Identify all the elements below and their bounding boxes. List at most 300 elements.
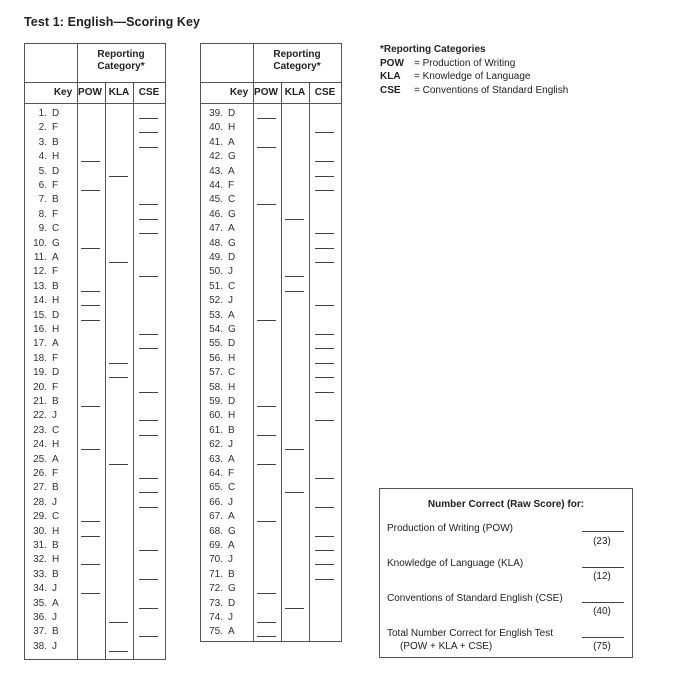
answer-row: [201, 395, 341, 409]
question-number: 68.: [209, 525, 223, 537]
answer-row: [25, 409, 165, 423]
cse-blank[interactable]: [139, 147, 158, 148]
key-column-header: Key: [229, 87, 249, 98]
kla-blank[interactable]: [109, 622, 128, 623]
answer-row: [25, 438, 165, 452]
answer-row: [25, 640, 165, 654]
cse-blank[interactable]: [139, 276, 158, 277]
kla-blank[interactable]: [109, 464, 128, 465]
question-number: 57.: [209, 367, 223, 379]
cse-blank[interactable]: [139, 392, 158, 393]
question-number: 63.: [209, 453, 223, 465]
question-number: 33.: [33, 568, 47, 580]
answer-row: [201, 525, 341, 539]
answer-row: [201, 568, 341, 582]
answer-key: B: [52, 482, 59, 494]
kla-blank[interactable]: [109, 176, 128, 177]
answer-key: H: [228, 122, 236, 134]
legend-abbr: POW: [380, 57, 404, 69]
question-number: 70.: [209, 554, 223, 566]
answer-row: [201, 553, 341, 567]
question-number: 54.: [209, 324, 223, 335]
cse-blank[interactable]: [139, 550, 158, 551]
cse-blank[interactable]: [139, 435, 158, 436]
answer-key: D: [228, 252, 236, 263]
question-number: 44.: [209, 180, 223, 191]
question-number: 27.: [33, 482, 47, 494]
cse-blank[interactable]: [315, 132, 334, 133]
answer-key: H: [52, 439, 60, 451]
question-number: 8.: [38, 208, 47, 220]
answer-key: G: [228, 324, 236, 335]
answer-key: G: [228, 151, 236, 163]
pow-blank[interactable]: [81, 291, 100, 292]
answer-key: G: [52, 237, 60, 249]
kla-blank[interactable]: [285, 449, 304, 450]
pow-blank[interactable]: [257, 147, 276, 148]
answer-key: D: [228, 108, 236, 119]
answer-key: C: [228, 194, 236, 206]
answer-row: [25, 525, 165, 539]
kla-blank[interactable]: [285, 276, 304, 277]
question-number: 61.: [209, 424, 223, 436]
cse-column-header: CSE: [314, 87, 336, 98]
answer-row: [25, 539, 165, 553]
answer-row: [201, 582, 341, 596]
answer-key: F: [52, 352, 59, 364]
answer-row: [201, 280, 341, 294]
answer-row: [201, 323, 341, 337]
cse-blank[interactable]: [139, 204, 158, 205]
answer-row: [25, 237, 165, 251]
answer-key: D: [52, 165, 60, 177]
question-number: 1.: [38, 108, 47, 119]
cse-blank[interactable]: [139, 219, 158, 220]
answer-key: B: [52, 626, 59, 638]
pow-blank[interactable]: [257, 593, 276, 594]
answer-key: D: [52, 367, 60, 379]
answer-key: H: [228, 410, 236, 422]
reporting-category-header: Reporting Category*: [273, 49, 321, 72]
question-number: 53.: [209, 309, 223, 321]
question-number: 25.: [33, 453, 47, 465]
answer-key: J: [228, 612, 233, 623]
question-number: 48.: [209, 237, 223, 249]
answer-key: G: [228, 525, 236, 537]
pow-blank[interactable]: [257, 464, 276, 465]
cse-blank[interactable]: [139, 348, 158, 349]
question-number: 20.: [33, 381, 47, 393]
question-number: 58.: [209, 381, 223, 393]
answer-key: A: [228, 165, 235, 177]
answer-row: [201, 409, 341, 423]
answer-key: A: [52, 453, 59, 465]
answer-row: [201, 294, 341, 308]
cse-blank[interactable]: [315, 579, 334, 580]
question-number: 74.: [209, 612, 223, 623]
question-number: 23.: [33, 424, 47, 436]
cse-blank[interactable]: [139, 420, 158, 421]
question-number: 10.: [33, 237, 47, 249]
cse-blank[interactable]: [139, 507, 158, 508]
answer-row: [201, 265, 341, 279]
answer-row: [201, 165, 341, 179]
answer-key: A: [228, 136, 235, 148]
answer-row: [201, 208, 341, 222]
cse-blank[interactable]: [139, 636, 158, 637]
pow-blank[interactable]: [81, 449, 100, 450]
answer-key: C: [228, 482, 236, 494]
answer-row: [25, 582, 165, 596]
question-number: 21.: [33, 396, 47, 407]
answer-key: G: [228, 208, 236, 220]
question-number: 24.: [33, 439, 47, 451]
answer-row: [25, 136, 165, 150]
pow-blank[interactable]: [257, 622, 276, 623]
answer-key: J: [228, 496, 233, 508]
answer-key: F: [52, 180, 59, 191]
kla-blank[interactable]: [109, 262, 128, 263]
pow-blank[interactable]: [81, 521, 100, 522]
pow-blank[interactable]: [257, 320, 276, 321]
column-divider: [253, 44, 254, 82]
answer-row: [25, 481, 165, 495]
question-number: 55.: [209, 338, 223, 350]
answer-row: [201, 424, 341, 438]
question-number: 32.: [33, 554, 47, 566]
answer-key: B: [228, 424, 235, 436]
answer-key: A: [228, 453, 235, 465]
cse-blank[interactable]: [139, 334, 158, 335]
cse-blank[interactable]: [315, 348, 334, 349]
cse-blank[interactable]: [315, 478, 334, 479]
answer-row: [201, 352, 341, 366]
pow-blank[interactable]: [81, 536, 100, 537]
pow-blank[interactable]: [81, 161, 100, 162]
answer-row: [25, 496, 165, 510]
question-number: 43.: [209, 165, 223, 177]
cse-blank[interactable]: [315, 363, 334, 364]
question-number: 26.: [33, 468, 47, 479]
cse-total: (40): [593, 606, 611, 617]
answer-key: A: [52, 338, 59, 350]
question-number: 73.: [209, 597, 223, 609]
question-number: 51.: [209, 280, 223, 292]
pow-score-field[interactable]: [582, 531, 624, 532]
answer-row: [25, 568, 165, 582]
kla-blank[interactable]: [109, 651, 128, 652]
answer-key: B: [52, 194, 59, 206]
reporting-category-header: Reporting Category*: [97, 49, 145, 72]
question-number: 39.: [209, 108, 223, 119]
answer-row: [25, 553, 165, 567]
question-number: 19.: [33, 367, 47, 379]
answer-row: [25, 337, 165, 351]
pow-blank[interactable]: [81, 564, 100, 565]
question-number: 9.: [38, 223, 47, 235]
answer-row: [201, 193, 341, 207]
answer-row: [201, 510, 341, 524]
question-number: 40.: [209, 122, 223, 134]
answer-row: [201, 381, 341, 395]
answer-row: [25, 280, 165, 294]
answer-key: D: [228, 597, 236, 609]
answer-row: [201, 237, 341, 251]
answer-key: A: [52, 597, 59, 609]
answer-key: D: [228, 396, 236, 407]
legend-heading: *Reporting Categories: [380, 44, 486, 55]
question-number: 64.: [209, 468, 223, 479]
question-number: 7.: [38, 194, 47, 206]
total-score-label: Total Number Correct for English Test: [387, 628, 553, 639]
cse-blank[interactable]: [315, 550, 334, 551]
answer-key: H: [52, 295, 60, 307]
pow-blank[interactable]: [257, 204, 276, 205]
answer-row: [201, 136, 341, 150]
answer-row: [201, 611, 341, 625]
answer-key: C: [228, 367, 236, 379]
question-number: 35.: [33, 597, 47, 609]
kla-score-label: Knowledge of Language (KLA): [387, 558, 524, 569]
kla-column-header: KLA: [108, 87, 130, 98]
cse-blank[interactable]: [139, 478, 158, 479]
answer-key: G: [228, 583, 236, 595]
question-number: 22.: [33, 410, 47, 422]
answer-key: H: [52, 525, 60, 537]
cse-blank[interactable]: [315, 392, 334, 393]
cse-blank[interactable]: [315, 190, 334, 191]
answer-row: [201, 366, 341, 380]
cse-blank[interactable]: [315, 262, 334, 263]
answer-row: [201, 496, 341, 510]
question-number: 31.: [33, 540, 47, 551]
answer-key: H: [52, 151, 60, 163]
answer-key: A: [228, 223, 235, 235]
legend-abbr: CSE: [380, 84, 401, 96]
cse-blank[interactable]: [139, 118, 158, 119]
answer-key: H: [52, 554, 60, 566]
legend-abbr: KLA: [380, 71, 401, 82]
question-number: 5.: [38, 165, 47, 177]
pow-blank[interactable]: [81, 305, 100, 306]
pow-blank[interactable]: [257, 636, 276, 637]
answer-key: B: [52, 540, 59, 551]
answer-row: [25, 208, 165, 222]
question-number: 49.: [209, 252, 223, 263]
question-number: 45.: [209, 194, 223, 206]
question-number: 42.: [209, 151, 223, 163]
question-number: 14.: [33, 295, 47, 307]
question-number: 16.: [33, 324, 47, 335]
pow-column-header: POW: [78, 87, 102, 98]
question-number: 15.: [33, 309, 47, 321]
question-number: 52.: [209, 295, 223, 307]
question-number: 36.: [33, 612, 47, 623]
question-number: 3.: [38, 136, 47, 148]
answer-key: C: [52, 511, 60, 523]
answer-row: [201, 453, 341, 467]
answer-row: [25, 625, 165, 639]
pow-blank[interactable]: [257, 406, 276, 407]
question-number: 6.: [38, 180, 47, 191]
answer-key: A: [52, 252, 59, 263]
answer-row: [25, 165, 165, 179]
cse-score-field[interactable]: [582, 602, 624, 603]
answer-row: [201, 107, 341, 121]
answer-row: [201, 121, 341, 135]
pow-blank[interactable]: [81, 593, 100, 594]
answer-row: [25, 352, 165, 366]
cse-blank[interactable]: [139, 579, 158, 580]
answer-row: [25, 453, 165, 467]
answer-row: [201, 597, 341, 611]
legend-text: = Production of Writing: [414, 57, 516, 69]
kla-blank[interactable]: [109, 363, 128, 364]
answer-key: J: [52, 496, 57, 508]
question-number: 75.: [209, 626, 223, 638]
pow-score-label: Production of Writing (POW): [387, 523, 513, 534]
cse-blank[interactable]: [139, 608, 158, 609]
answer-key: F: [52, 381, 59, 393]
question-number: 71.: [209, 568, 223, 580]
kla-blank[interactable]: [285, 608, 304, 609]
legend-text: = Conventions of Standard English: [414, 84, 569, 96]
answer-row: [25, 265, 165, 279]
question-number: 17.: [33, 338, 47, 350]
answer-row: [25, 366, 165, 380]
question-number: 37.: [33, 626, 47, 638]
answer-row: [25, 121, 165, 135]
total-score-field[interactable]: [582, 637, 624, 638]
answer-row: [201, 539, 341, 553]
answer-key: J: [228, 554, 233, 566]
question-number: 4.: [38, 151, 47, 163]
cse-blank[interactable]: [315, 377, 334, 378]
question-number: 67.: [209, 511, 223, 523]
kla-blank[interactable]: [285, 219, 304, 220]
question-number: 69.: [209, 540, 223, 551]
cse-blank[interactable]: [315, 248, 334, 249]
question-number: 38.: [33, 640, 47, 652]
cse-blank[interactable]: [315, 564, 334, 565]
cse-blank[interactable]: [315, 161, 334, 162]
legend-item: [380, 84, 568, 98]
legend-item: [380, 57, 568, 71]
answer-key: J: [52, 410, 57, 422]
cse-blank[interactable]: [139, 132, 158, 133]
pow-total: (23): [593, 536, 611, 547]
answer-key: A: [228, 540, 235, 551]
question-number: 47.: [209, 223, 223, 235]
cse-column-header: CSE: [138, 87, 160, 98]
cse-blank[interactable]: [315, 233, 334, 234]
pow-blank[interactable]: [81, 320, 100, 321]
total-score-formula: (POW + KLA + CSE): [400, 641, 493, 652]
answer-row: [25, 193, 165, 207]
pow-blank[interactable]: [81, 190, 100, 191]
answer-row: [25, 309, 165, 323]
kla-score-field[interactable]: [582, 567, 624, 568]
answer-row: [25, 107, 165, 121]
answer-row: [201, 467, 341, 481]
answer-row: [201, 309, 341, 323]
kla-blank[interactable]: [285, 291, 304, 292]
answer-key: B: [52, 396, 59, 407]
cse-blank[interactable]: [315, 334, 334, 335]
question-number: 56.: [209, 352, 223, 364]
answer-key: D: [52, 309, 60, 321]
answer-key: H: [52, 324, 60, 335]
answer-row: [25, 381, 165, 395]
answer-row: [25, 294, 165, 308]
header-divider: [25, 103, 165, 104]
answer-key: H: [228, 352, 236, 364]
kla-column-header: KLA: [284, 87, 306, 98]
legend-item: [380, 70, 568, 84]
answer-key: B: [52, 568, 59, 580]
legend-text: = Knowledge of Language: [414, 71, 531, 82]
answer-key: C: [52, 223, 60, 235]
answer-key: D: [52, 108, 60, 119]
pow-column-header: POW: [254, 87, 278, 98]
answer-row: [25, 424, 165, 438]
question-number: 59.: [209, 396, 223, 407]
cse-blank[interactable]: [315, 420, 334, 421]
pow-blank[interactable]: [81, 248, 100, 249]
kla-blank[interactable]: [285, 492, 304, 493]
reporting-categories-legend: [380, 43, 568, 97]
column-divider: [77, 44, 78, 82]
cse-blank[interactable]: [139, 492, 158, 493]
cse-blank[interactable]: [315, 176, 334, 177]
question-number: 12.: [33, 266, 47, 278]
cse-blank[interactable]: [315, 305, 334, 306]
answer-key: F: [52, 208, 59, 220]
question-number: 29.: [33, 511, 47, 523]
answer-row: [201, 337, 341, 351]
answer-key: J: [52, 640, 57, 652]
answer-key: A: [228, 626, 235, 638]
answer-key: A: [228, 309, 235, 321]
answer-row: [201, 438, 341, 452]
pow-blank[interactable]: [257, 118, 276, 119]
page-title: Test 1: English—Scoring Key: [24, 15, 201, 29]
pow-blank[interactable]: [81, 406, 100, 407]
pow-blank[interactable]: [257, 521, 276, 522]
kla-blank[interactable]: [109, 377, 128, 378]
answer-key: H: [228, 381, 236, 393]
answer-row: [25, 611, 165, 625]
answer-key: A: [228, 511, 235, 523]
key-column-header: Key: [53, 87, 73, 98]
answer-row: [201, 150, 341, 164]
answer-key: F: [52, 266, 59, 278]
answer-key: C: [52, 424, 60, 436]
question-number: 18.: [33, 352, 47, 364]
scoring-table-right: [200, 43, 342, 642]
answer-row: [25, 395, 165, 409]
cse-blank[interactable]: [139, 233, 158, 234]
raw-score-title: Number Correct (Raw Score) for:: [427, 499, 585, 510]
answer-key: F: [52, 122, 59, 134]
answer-row: [25, 323, 165, 337]
answer-row: [25, 222, 165, 236]
question-number: 13.: [33, 280, 47, 292]
cse-blank[interactable]: [315, 507, 334, 508]
pow-blank[interactable]: [257, 435, 276, 436]
raw-score-box: [379, 488, 633, 658]
cse-blank[interactable]: [315, 536, 334, 537]
